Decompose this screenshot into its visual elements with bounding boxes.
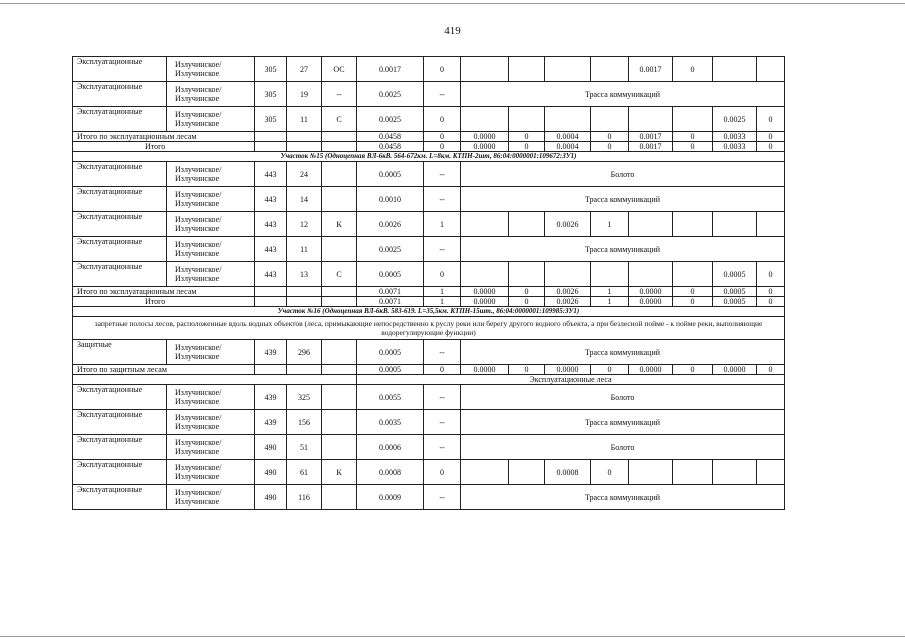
total-row	[73, 142, 785, 152]
value-cell: 0	[757, 107, 785, 132]
table-row	[73, 435, 785, 460]
forest-category-cell: Эксплуатационные	[73, 212, 167, 237]
value-cell	[673, 460, 713, 485]
value-cell: 0.0008	[545, 460, 591, 485]
land-type-cell: Болото	[461, 385, 785, 410]
empty-cell	[287, 287, 322, 297]
forestry-cell: Излучинское/ Излучинское	[167, 82, 255, 107]
value-cell	[545, 57, 591, 82]
kvartal-cell: 443	[255, 262, 287, 287]
value-cell: 0.0000	[629, 297, 673, 307]
empty-cell	[322, 365, 357, 375]
forestry-cell: Излучинское/ Излучинское	[167, 340, 255, 365]
vydel-cell: 11	[287, 237, 322, 262]
value-cell: 0	[509, 365, 545, 375]
value-cell: 0.0033	[713, 132, 757, 142]
land-type-cell: Трасса коммуникаций	[461, 340, 785, 365]
value-cell: 1	[424, 297, 461, 307]
value-cell: 0.0000	[629, 365, 673, 375]
value-cell	[591, 107, 629, 132]
vydel-cell: 325	[287, 385, 322, 410]
value-cell: --	[424, 435, 461, 460]
value-cell: 0.0000	[629, 287, 673, 297]
value-cell: 1	[591, 212, 629, 237]
value-cell: 0.0017	[629, 132, 673, 142]
forest-category-cell: Эксплуатационные	[73, 485, 167, 510]
table-row	[73, 162, 785, 187]
kvartal-cell: 305	[255, 57, 287, 82]
forestry-cell: Излучинское/ Излучинское	[167, 212, 255, 237]
scan-top-edge	[0, 3, 905, 4]
forestry-cell: Излучинское/ Излучинское	[167, 187, 255, 212]
forestry-cell: Излучинское/ Излучинское	[167, 485, 255, 510]
page-number: 419	[444, 25, 461, 37]
vydel-cell: 156	[287, 410, 322, 435]
value-cell	[757, 212, 785, 237]
value-cell: 0	[673, 287, 713, 297]
value-cell: 0	[509, 297, 545, 307]
value-cell: 0.0026	[545, 297, 591, 307]
forestry-cell: Излучинское/ Излучинское	[167, 435, 255, 460]
forestry-cell: Излучинское/ Излучинское	[167, 57, 255, 82]
kvartal-cell: 490	[255, 435, 287, 460]
value-cell	[757, 460, 785, 485]
forest-category-cell: Эксплуатационные	[73, 187, 167, 212]
value-cell: 0	[757, 365, 785, 375]
value-cell	[461, 212, 509, 237]
area-cell: 0.0005	[357, 365, 424, 375]
value-cell: 0	[591, 142, 629, 152]
subtotal-row	[73, 287, 785, 297]
value-cell: 0	[757, 297, 785, 307]
value-cell	[509, 57, 545, 82]
value-cell: 0.0017	[629, 142, 673, 152]
value-cell	[673, 107, 713, 132]
table-row	[73, 385, 785, 410]
empty-cell	[322, 142, 357, 152]
type-cell	[322, 237, 357, 262]
section-heading-row	[73, 152, 785, 162]
value-cell: 0	[757, 142, 785, 152]
forest-category-cell: Эксплуатационные	[73, 435, 167, 460]
type-cell: --	[322, 82, 357, 107]
value-cell: 0.0017	[629, 57, 673, 82]
value-cell	[509, 262, 545, 287]
forest-category-cell: Эксплуатационные	[73, 262, 167, 287]
value-cell: --	[424, 340, 461, 365]
value-cell: 0.0005	[713, 262, 757, 287]
value-cell: 0	[673, 57, 713, 82]
kvartal-cell: 443	[255, 187, 287, 212]
value-cell: 0.0000	[461, 297, 509, 307]
value-cell: 0	[424, 142, 461, 152]
type-cell: ОС	[322, 57, 357, 82]
value-cell	[629, 212, 673, 237]
table-row	[73, 340, 785, 365]
forest-category-cell: Эксплуатационные	[73, 107, 167, 132]
forestry-cell: Излучинское/ Излучинское	[167, 410, 255, 435]
value-cell	[713, 460, 757, 485]
value-cell	[713, 212, 757, 237]
value-cell: 0.0000	[713, 365, 757, 375]
forest-category-cell: Эксплуатационные	[73, 410, 167, 435]
value-cell	[629, 107, 673, 132]
forestry-cell: Излучинское/ Излучинское	[167, 460, 255, 485]
value-cell: --	[424, 162, 461, 187]
total-label: Итого	[73, 297, 255, 307]
vydel-cell: 296	[287, 340, 322, 365]
area-cell: 0.0055	[357, 385, 424, 410]
empty-cell	[255, 297, 287, 307]
kvartal-cell: 443	[255, 162, 287, 187]
kvartal-cell: 439	[255, 340, 287, 365]
table-row	[73, 82, 785, 107]
forestry-cell: Излучинское/ Излучинское	[167, 107, 255, 132]
empty-cell	[255, 132, 287, 142]
value-cell: 0	[424, 460, 461, 485]
type-cell	[322, 485, 357, 510]
vydel-cell: 116	[287, 485, 322, 510]
value-cell	[591, 262, 629, 287]
land-type-cell: Трасса коммуникаций	[461, 237, 785, 262]
table-row	[73, 107, 785, 132]
value-cell: 0	[424, 57, 461, 82]
area-cell: 0.0008	[357, 460, 424, 485]
vydel-cell: 51	[287, 435, 322, 460]
empty-cell	[322, 132, 357, 142]
area-cell: 0.0005	[357, 162, 424, 187]
table-row	[73, 187, 785, 212]
area-cell: 0.0035	[357, 410, 424, 435]
table-row	[73, 410, 785, 435]
subtotal-row	[73, 132, 785, 142]
forest-category-cell: Защитные	[73, 340, 167, 365]
vydel-cell: 12	[287, 212, 322, 237]
value-cell: --	[424, 410, 461, 435]
forest-category-cell: Эксплуатационные	[73, 385, 167, 410]
total-row	[73, 297, 785, 307]
forestry-cell: Излучинское/ Излучинское	[167, 262, 255, 287]
area-cell: 0.0025	[357, 82, 424, 107]
area-cell: 0.0005	[357, 262, 424, 287]
vydel-cell: 61	[287, 460, 322, 485]
type-cell: К	[322, 212, 357, 237]
forestry-cell: Излучинское/ Излучинское	[167, 385, 255, 410]
value-cell: 1	[591, 297, 629, 307]
value-cell	[509, 460, 545, 485]
value-cell: 0.0000	[461, 142, 509, 152]
value-cell	[461, 460, 509, 485]
value-cell	[461, 107, 509, 132]
value-cell: 0.0004	[545, 132, 591, 142]
area-cell: 0.0026	[357, 212, 424, 237]
note-row	[73, 317, 785, 340]
value-cell: --	[424, 485, 461, 510]
value-cell: 0.0026	[545, 287, 591, 297]
total-label: Итого по защитным лесам	[73, 365, 255, 375]
kvartal-cell: 439	[255, 385, 287, 410]
value-cell	[673, 212, 713, 237]
type-cell	[322, 410, 357, 435]
value-cell: 0.0033	[713, 142, 757, 152]
value-cell: 0	[757, 132, 785, 142]
vydel-cell: 11	[287, 107, 322, 132]
total-label: Итого	[73, 142, 255, 152]
forest-category-cell: Эксплуатационные	[73, 82, 167, 107]
land-type-cell: Трасса коммуникаций	[461, 187, 785, 212]
area-cell: 0.0009	[357, 485, 424, 510]
value-cell: 0	[591, 460, 629, 485]
value-cell: 0	[424, 107, 461, 132]
value-cell: 0.0005	[713, 297, 757, 307]
empty-cell	[255, 365, 287, 375]
value-cell: 1	[424, 212, 461, 237]
area-cell: 0.0025	[357, 107, 424, 132]
value-cell: 0.0005	[713, 287, 757, 297]
area-cell: 0.0006	[357, 435, 424, 460]
value-cell: 0	[757, 287, 785, 297]
total-label: Итого по эксплуатационным лесам	[73, 287, 255, 297]
forestry-cell: Излучинское/ Излучинское	[167, 162, 255, 187]
forest-category-cell: Эксплуатационные	[73, 237, 167, 262]
vydel-cell: 19	[287, 82, 322, 107]
kvartal-cell: 490	[255, 485, 287, 510]
value-cell: 0	[673, 132, 713, 142]
value-cell	[461, 262, 509, 287]
forest-category-cell: Эксплуатационные	[73, 57, 167, 82]
group-heading-row	[73, 375, 785, 385]
land-type-cell: Трасса коммуникаций	[461, 485, 785, 510]
empty-cell	[287, 132, 322, 142]
land-type-cell: Болото	[461, 435, 785, 460]
total-label: Итого по эксплуатационным лесам	[73, 132, 255, 142]
area-cell: 0.0010	[357, 187, 424, 212]
kvartal-cell: 490	[255, 460, 287, 485]
area-cell: 0.0017	[357, 57, 424, 82]
empty-cell	[287, 365, 322, 375]
value-cell	[509, 107, 545, 132]
forestry-cell: Излучинское/ Излучинское	[167, 237, 255, 262]
value-cell: 0	[424, 132, 461, 142]
vydel-cell: 24	[287, 162, 322, 187]
section-heading: Участок №15 (Одноцепная ВЛ-6кВ. 564-672км. L=8км. КТПН-2шт, 86:04:0000001:109672:ЗУ1)	[73, 152, 785, 162]
empty-cell	[287, 142, 322, 152]
empty-cell	[255, 142, 287, 152]
note-text: запретные полосы лесов, расположенные вдоль водных объектов (леса, примыкающие непосредственно к руслу реки или берегу другого водного объекта, а при безлесной пойме - к пойме реки, выполняющие водорегулирующие функции)	[73, 317, 785, 340]
value-cell: 0	[424, 262, 461, 287]
value-cell: 0	[673, 142, 713, 152]
forest-category-cell: Эксплуатационные	[73, 460, 167, 485]
kvartal-cell: 443	[255, 237, 287, 262]
land-type-cell: Трасса коммуникаций	[461, 410, 785, 435]
value-cell	[673, 262, 713, 287]
type-cell: К	[322, 460, 357, 485]
area-cell: 0.0071	[357, 297, 424, 307]
value-cell: 0.0026	[545, 212, 591, 237]
value-cell: 0	[673, 297, 713, 307]
value-cell: 0	[591, 365, 629, 375]
value-cell: 0.0004	[545, 142, 591, 152]
empty-cell	[255, 287, 287, 297]
kvartal-cell: 439	[255, 410, 287, 435]
type-cell: С	[322, 107, 357, 132]
type-cell	[322, 435, 357, 460]
value-cell: 0	[509, 287, 545, 297]
group-heading: Эксплуатационные леса	[357, 375, 785, 385]
area-cell: 0.0458	[357, 132, 424, 142]
empty-cell	[322, 297, 357, 307]
section-heading-row	[73, 307, 785, 317]
value-cell: 0	[591, 132, 629, 142]
value-cell	[757, 57, 785, 82]
area-cell: 0.0071	[357, 287, 424, 297]
type-cell	[322, 162, 357, 187]
value-cell	[545, 107, 591, 132]
land-type-cell: Трасса коммуникаций	[461, 82, 785, 107]
table-row	[73, 485, 785, 510]
value-cell	[629, 262, 673, 287]
type-cell: С	[322, 262, 357, 287]
value-cell: 0.0000	[461, 132, 509, 142]
value-cell: 1	[591, 287, 629, 297]
scan-bottom-edge	[0, 636, 905, 637]
vydel-cell: 27	[287, 57, 322, 82]
value-cell	[713, 57, 757, 82]
value-cell: 0.0000	[545, 365, 591, 375]
section-heading: Участок №16 (Одноцепная ВЛ-6кВ. 583-619. L=35,5км. КТПН-15шт., 86:04:0000001:109985:ЗУ1)	[73, 307, 785, 317]
area-cell: 0.0005	[357, 340, 424, 365]
forest-category-cell: Эксплуатационные	[73, 162, 167, 187]
table-row	[73, 212, 785, 237]
table-row	[73, 237, 785, 262]
value-cell: --	[424, 237, 461, 262]
value-cell: 0	[509, 142, 545, 152]
value-cell: 0.0000	[461, 287, 509, 297]
value-cell	[509, 212, 545, 237]
kvartal-cell: 305	[255, 107, 287, 132]
value-cell: 1	[424, 287, 461, 297]
empty-cell	[73, 375, 357, 385]
kvartal-cell: 305	[255, 82, 287, 107]
forest-table	[72, 56, 785, 510]
value-cell	[629, 460, 673, 485]
value-cell: 0.0000	[461, 365, 509, 375]
type-cell	[322, 187, 357, 212]
value-cell: 0	[509, 132, 545, 142]
value-cell: --	[424, 82, 461, 107]
value-cell: --	[424, 385, 461, 410]
empty-cell	[322, 287, 357, 297]
type-cell	[322, 340, 357, 365]
value-cell: 0.0025	[713, 107, 757, 132]
value-cell: 0	[757, 262, 785, 287]
table-row	[73, 57, 785, 82]
vydel-cell: 14	[287, 187, 322, 212]
kvartal-cell: 443	[255, 212, 287, 237]
value-cell: 0	[673, 365, 713, 375]
value-cell: --	[424, 187, 461, 212]
value-cell	[545, 262, 591, 287]
land-type-cell: Болото	[461, 162, 785, 187]
type-cell	[322, 385, 357, 410]
empty-cell	[287, 297, 322, 307]
value-cell	[461, 57, 509, 82]
area-cell: 0.0025	[357, 237, 424, 262]
value-cell: 0	[424, 365, 461, 375]
table-row	[73, 460, 785, 485]
subtotal-row	[73, 365, 785, 375]
vydel-cell: 13	[287, 262, 322, 287]
value-cell	[591, 57, 629, 82]
table-row	[73, 262, 785, 287]
area-cell: 0.0458	[357, 142, 424, 152]
